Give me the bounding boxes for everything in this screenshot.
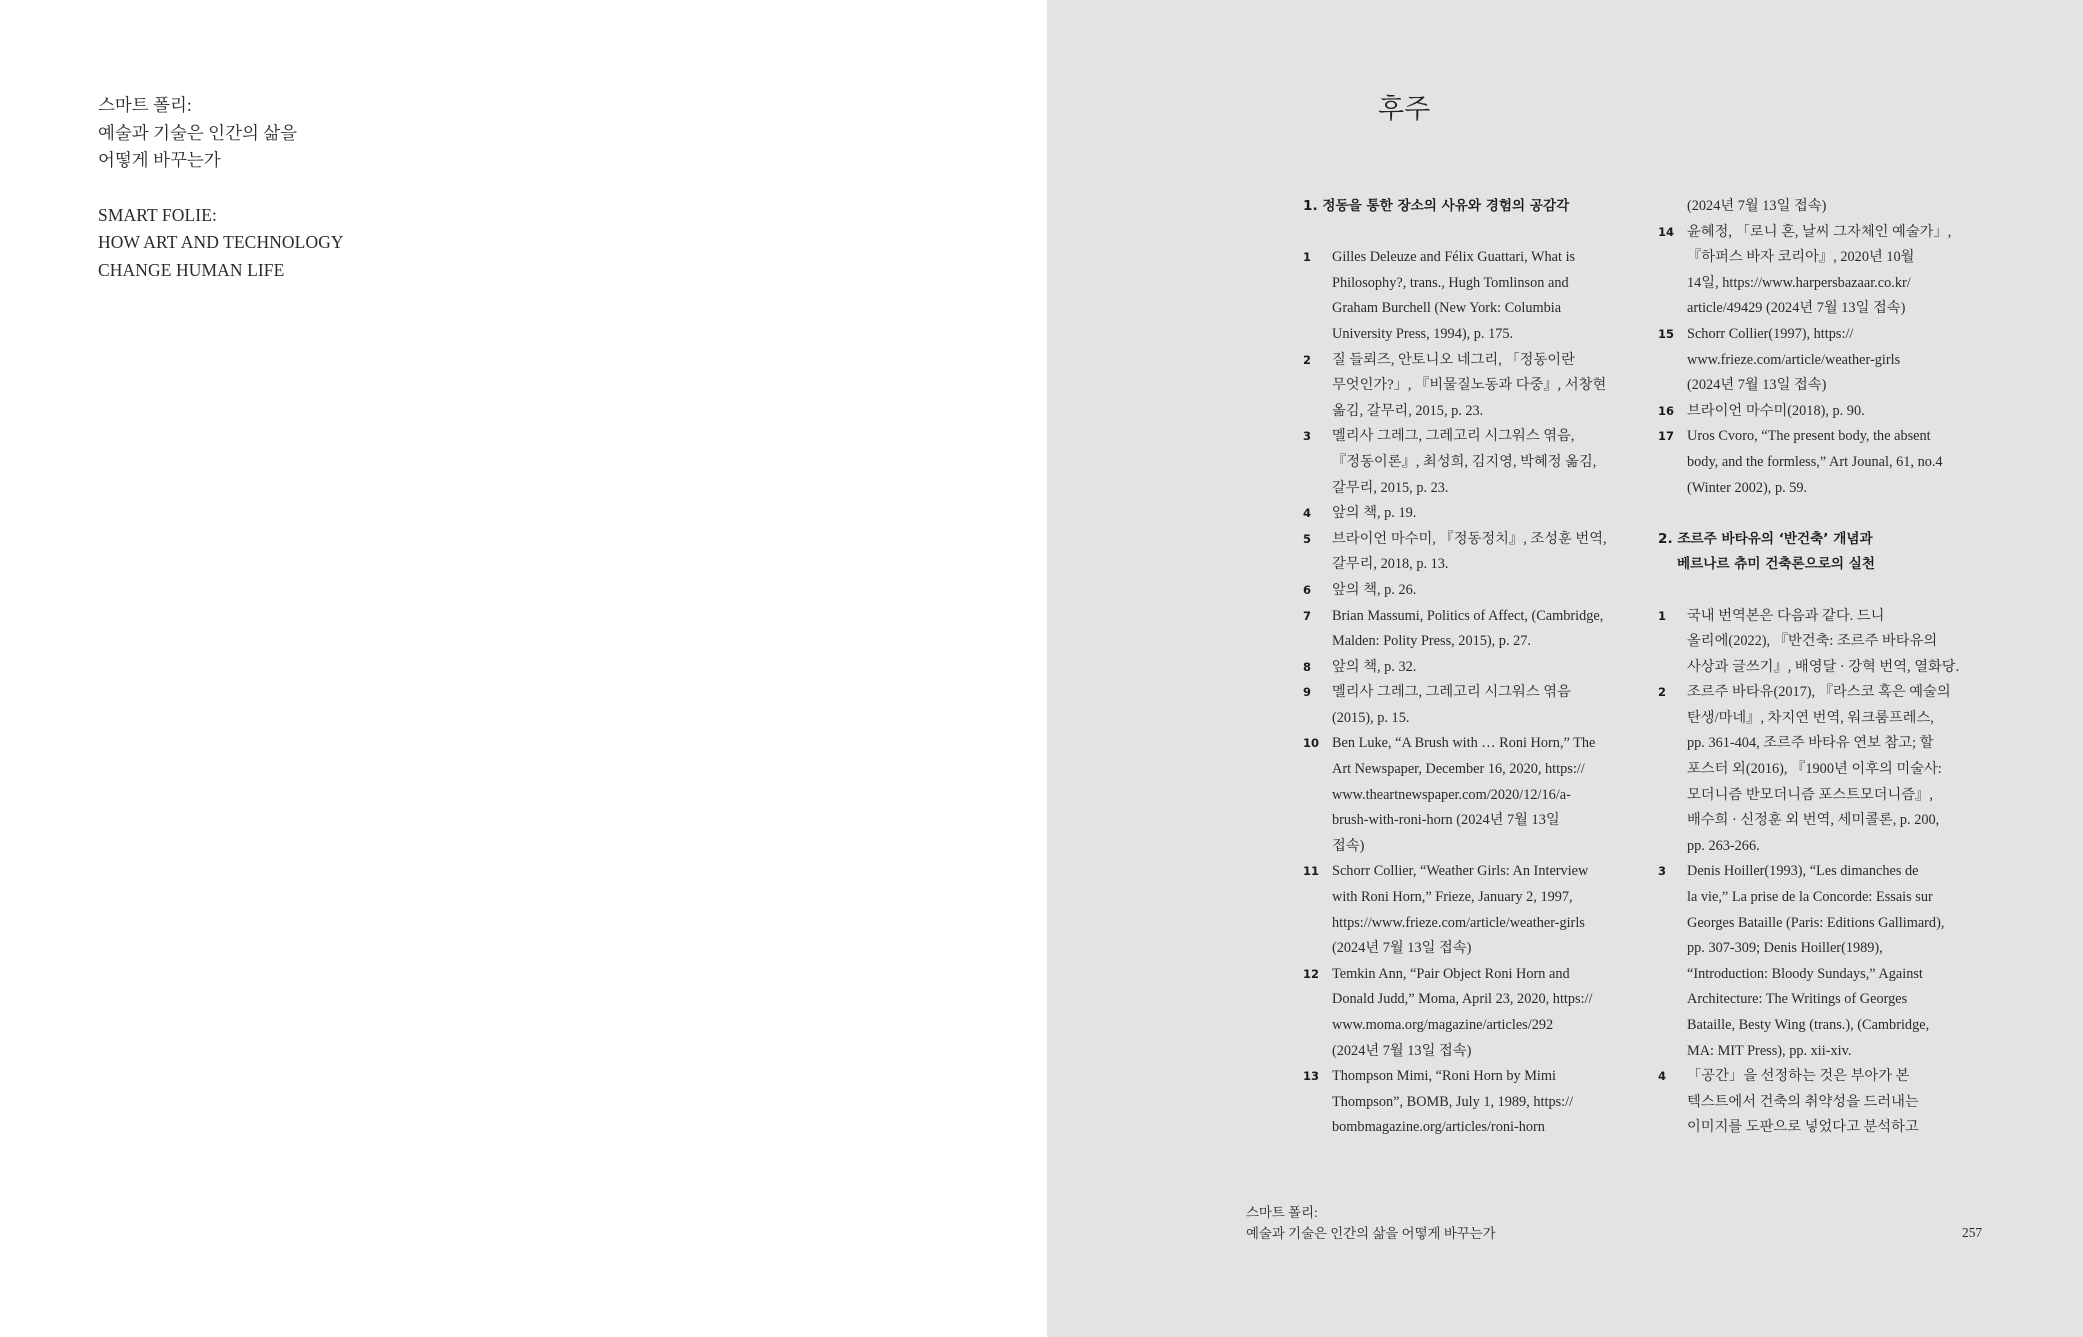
- endnote-text: [1332, 348, 1643, 425]
- endnote-line: 접속): [1332, 837, 1365, 854]
- endnote-line: 갈무리, 2015, p. 23.: [1332, 479, 1449, 496]
- endnote-number: 3: [1303, 429, 1312, 444]
- endnote-item: [1303, 578, 1643, 604]
- endnote-line: Thompson”, BOMB, July 1, 1989, https://: [1332, 1093, 1574, 1110]
- endnote-item: [1658, 859, 1998, 1064]
- footer-title-line-1: 스마트 폴리:: [1246, 1205, 1318, 1220]
- endnote-line: 배수희 · 신정훈 외 번역, 세미콜론, p. 200,: [1687, 812, 1940, 829]
- endnote-line: 『하퍼스 바자 코리아』, 2020년 10월: [1687, 249, 1915, 266]
- endnote-line: 멜리사 그레그, 그레고리 시그워스 엮음,: [1332, 428, 1575, 445]
- endnote-number: 10: [1303, 736, 1320, 751]
- endnotes-column-left: [1303, 194, 1643, 1141]
- endnote-text: [1332, 962, 1643, 1064]
- endnote-line: 올리에(2022), 『반건축: 조르주 바타유의: [1687, 633, 1938, 650]
- endnote-item: [1303, 859, 1643, 961]
- title-gap: [98, 175, 344, 202]
- endnote-number: 6: [1303, 582, 1312, 597]
- endnote-item: [1303, 348, 1643, 425]
- endnotes-column-right: [1658, 194, 1998, 1141]
- endnote-line: 텍스트에서 건축의 취약성을 드러내는: [1687, 1093, 1919, 1110]
- endnote-line: 브라이언 마수미, 『정동정치』, 조성훈 번역,: [1332, 530, 1607, 547]
- endnote-line: (2024년 7월 13일 접속): [1687, 377, 1827, 394]
- endnote-text: [1687, 680, 1998, 859]
- endnote-line: Architecture: The Writings of Georges: [1687, 991, 1908, 1008]
- endnote-line: 국내 번역본은 다음과 같다. 드니: [1687, 607, 1885, 624]
- endnote-line: 「공간」을 선정하는 것은 부아가 본: [1687, 1068, 1910, 1085]
- endnote-line: Schorr Collier, “Weather Girls: An Interview: [1332, 863, 1589, 880]
- endnote-text: [1332, 245, 1643, 347]
- section-gap: [1658, 578, 1998, 604]
- endnote-text: [1687, 399, 1998, 425]
- title-en-line-1: SMART FOLIE:: [98, 204, 217, 225]
- endnote-item: [1303, 604, 1643, 655]
- endnote-line: 14일, https://www.harpersbazaar.co.kr/: [1687, 274, 1911, 291]
- endnote-line: Temkin Ann, “Pair Object Roni Horn and: [1332, 965, 1570, 982]
- endnote-line: Bataille, Besty Wing (trans.), (Cambridge,: [1687, 1017, 1930, 1033]
- endnote-text: [1332, 578, 1643, 604]
- endnote-line: Gilles Deleuze and Félix Guattari, What is: [1332, 249, 1576, 266]
- endnote-text: [1332, 501, 1643, 527]
- endnote-number: 13: [1303, 1069, 1320, 1084]
- section-2-title-line-1: 2. 조르주 바타유의 ‘반건축’ 개념과: [1658, 530, 1873, 547]
- endnote-line: 윤혜정, 「로니 혼, 날씨 그자체인 예술가」,: [1687, 223, 1952, 240]
- endnote-text: [1332, 424, 1643, 501]
- section-2-title: [1658, 527, 1998, 578]
- endnote-line: Ben Luke, “A Brush with … Roni Horn,” The: [1332, 735, 1596, 752]
- endnote-item: [1303, 731, 1643, 859]
- endnote-line: 갈무리, 2018, p. 13.: [1332, 556, 1449, 573]
- endnote-line: 포스터 외(2016), 『1900년 이후의 미술사:: [1687, 761, 1942, 778]
- endnote-line: “Introduction: Bloody Sundays,” Against: [1687, 965, 1923, 982]
- footer-title-line-2: 예술과 기술은 인간의 삶을 어떻게 바꾸는가: [1246, 1225, 1496, 1241]
- section-gap: [1658, 501, 1998, 527]
- endnote-line: https://www.frieze.com/article/weather-girls: [1332, 914, 1585, 931]
- endnote-line: 앞의 책, p. 19.: [1332, 505, 1417, 522]
- endnote-item: [1303, 501, 1643, 527]
- endnote-line: brush-with-roni-horn (2024년 7월 13일: [1332, 812, 1560, 829]
- endnote-text: [1332, 859, 1643, 961]
- endnote-number: 17: [1658, 429, 1675, 444]
- endnote-line: www.moma.org/magazine/articles/292: [1332, 1017, 1554, 1033]
- endnote-line: (Winter 2002), p. 59.: [1687, 479, 1808, 496]
- endnote-number: 11: [1303, 864, 1320, 879]
- endnote-line: Uros Cvoro, “The present body, the absent: [1687, 428, 1931, 445]
- section-1-title: 1. 정동을 통한 장소의 사유와 경험의 공감각: [1303, 198, 1570, 214]
- endnote-line: 조르주 바타유(2017), 『라스코 혹은 예술의: [1687, 684, 1951, 701]
- endnote-item: [1303, 962, 1643, 1064]
- endnote-number: 1: [1658, 608, 1667, 623]
- endnote-number: 9: [1303, 685, 1312, 700]
- endnote-text: [1332, 1064, 1643, 1141]
- endnote-item: [1303, 245, 1643, 347]
- endnote-line: (2024년 7월 13일 접속): [1332, 1042, 1472, 1059]
- endnote-item: [1303, 655, 1643, 681]
- endnote-text: [1332, 680, 1643, 731]
- endnote-number: 12: [1303, 966, 1320, 981]
- endnote-line: Schorr Collier(1997), https://: [1687, 325, 1854, 342]
- endnote-number: 3: [1658, 864, 1667, 879]
- endnote-line: 질 들뢰즈, 안토니오 네그리, 「정동이란: [1332, 351, 1575, 368]
- endnote-item: [1658, 1064, 1998, 1141]
- section-1-notes-continued: [1658, 220, 1998, 502]
- endnote-line: bombmagazine.org/articles/roni-horn: [1332, 1119, 1545, 1136]
- endnote-item: [1303, 527, 1643, 578]
- endnote-line: (2015), p. 15.: [1332, 709, 1410, 726]
- endnote-line: Graham Burchell (New York: Columbia: [1332, 300, 1562, 317]
- endnote-text: [1687, 1064, 1998, 1141]
- endnote-line: 모더니즘 반모더니즘 포스트모더니즘』,: [1687, 786, 1933, 803]
- title-en-line-2: HOW ART AND TECHNOLOGY: [98, 232, 344, 252]
- endnote-line: 앞의 책, p. 32.: [1332, 658, 1417, 675]
- page-number: 257: [1962, 1225, 1983, 1240]
- title-ko-line-3: 어떻게 바꾸는가: [98, 150, 221, 170]
- endnote-line: Art Newspaper, December 16, 2020, https://: [1332, 761, 1585, 778]
- endnote-line: MA: MIT Press), pp. xii-xiv.: [1687, 1042, 1852, 1059]
- section-1-notes: [1303, 245, 1643, 1141]
- endnote-line: 탄생/마네』, 차지연 번역, 워크룸프레스,: [1687, 709, 1934, 726]
- endnote-number: 4: [1658, 1069, 1667, 1084]
- section-gap: [1303, 220, 1643, 246]
- endnote-item: [1658, 680, 1998, 859]
- endnote-number: 14: [1658, 224, 1675, 239]
- endnote-line: www.frieze.com/article/weather-girls: [1687, 351, 1901, 368]
- endnote-text: [1687, 220, 1998, 322]
- endnote-line: Denis Hoiller(1993), “Les dimanches de: [1687, 863, 1919, 880]
- endnote-number: 5: [1303, 531, 1312, 546]
- endnote-text: [1332, 655, 1643, 681]
- endnote-number: 7: [1303, 608, 1312, 623]
- endnote-text: [1332, 604, 1643, 655]
- endnote-line: la vie,” La prise de la Concorde: Essais sur: [1687, 889, 1933, 906]
- endnote-line: pp. 263-266.: [1687, 837, 1760, 854]
- endnote-line: Brian Massumi, Politics of Affect, (Cambridge,: [1332, 607, 1604, 624]
- endnote-line: Malden: Polity Press, 2015), p. 27.: [1332, 633, 1531, 650]
- endnote-item: [1303, 680, 1643, 731]
- endnote-text: [1687, 859, 1998, 1064]
- endnote-number: 1: [1303, 250, 1312, 265]
- note-13-continuation: (2024년 7월 13일 접속): [1687, 198, 1827, 214]
- endnote-item: [1658, 220, 1998, 322]
- endnote-item: [1658, 322, 1998, 399]
- endnote-item: [1303, 1064, 1643, 1141]
- endnote-number: 2: [1303, 352, 1312, 367]
- title-ko-line-1: 스마트 폴리:: [98, 95, 192, 115]
- endnote-line: 앞의 책, p. 26.: [1332, 581, 1417, 598]
- endnote-line: (2024년 7월 13일 접속): [1332, 940, 1472, 957]
- endnote-line: Georges Bataille (Paris: Editions Gallimard),: [1687, 914, 1945, 931]
- endnote-line: with Roni Horn,” Frieze, January 2, 1997,: [1332, 889, 1573, 906]
- endnote-text: [1332, 731, 1643, 859]
- endnote-line: pp. 361-404, 조르주 바타유 연보 참고; 할: [1687, 735, 1934, 752]
- endnote-line: article/49429 (2024년 7월 13일 접속): [1687, 300, 1906, 317]
- endnote-line: 브라이언 마수미(2018), p. 90.: [1687, 402, 1865, 419]
- endnote-line: 멜리사 그레그, 그레고리 시그워스 엮음: [1332, 684, 1571, 701]
- section-2-notes: [1658, 604, 1998, 1141]
- endnote-number: 8: [1303, 659, 1312, 674]
- endnote-line: Philosophy?, trans., Hugh Tomlinson and: [1332, 274, 1569, 291]
- endnote-number: 15: [1658, 326, 1675, 341]
- endnote-item: [1658, 604, 1998, 681]
- book-title-block: [98, 92, 344, 284]
- section-2-title-line-2: 베르나르 츄미 건축론으로의 실천: [1677, 556, 1876, 573]
- endnote-number: 4: [1303, 506, 1312, 521]
- title-en-line-3: CHANGE HUMAN LIFE: [98, 259, 285, 280]
- endnote-text: [1687, 604, 1998, 681]
- endnote-line: 『정동이론』, 최성희, 김지영, 박혜정 옮김,: [1332, 453, 1597, 470]
- endnote-line: 이미지를 도판으로 넣었다고 분석하고: [1687, 1119, 1919, 1136]
- endnote-number: 16: [1658, 403, 1675, 418]
- endnote-line: pp. 307-309; Denis Hoiller(1989),: [1687, 940, 1883, 957]
- endnote-text: [1332, 527, 1643, 578]
- endnote-text: [1687, 424, 1998, 501]
- endnote-line: Thompson Mimi, “Roni Horn by Mimi: [1332, 1068, 1556, 1085]
- endnote-number: 2: [1658, 685, 1667, 700]
- endnote-line: 옮김, 갈무리, 2015, p. 23.: [1332, 402, 1484, 419]
- endnote-item: [1658, 424, 1998, 501]
- endnotes-heading: 후주: [1378, 94, 1431, 125]
- title-ko-line-2: 예술과 기술은 인간의 삶을: [98, 122, 298, 143]
- endnote-line: University Press, 1994), p. 175.: [1332, 325, 1514, 342]
- endnote-line: www.theartnewspaper.com/2020/12/16/a-: [1332, 786, 1571, 803]
- endnote-line: body, and the formless,” Art Jounal, 61, no.4: [1687, 453, 1943, 470]
- endnote-line: 사상과 글쓰기』, 배영달 · 강혁 번역, 열화당.: [1687, 658, 1960, 675]
- endnote-item: [1658, 399, 1998, 425]
- running-footer-title: [1246, 1203, 1496, 1244]
- endnote-line: Donald Judd,” Moma, April 23, 2020, https://: [1332, 991, 1593, 1008]
- endnote-text: [1687, 322, 1998, 399]
- endnote-item: [1303, 424, 1643, 501]
- endnote-line: 무엇인가?」, 『비물질노동과 다중』, 서창현: [1332, 377, 1607, 394]
